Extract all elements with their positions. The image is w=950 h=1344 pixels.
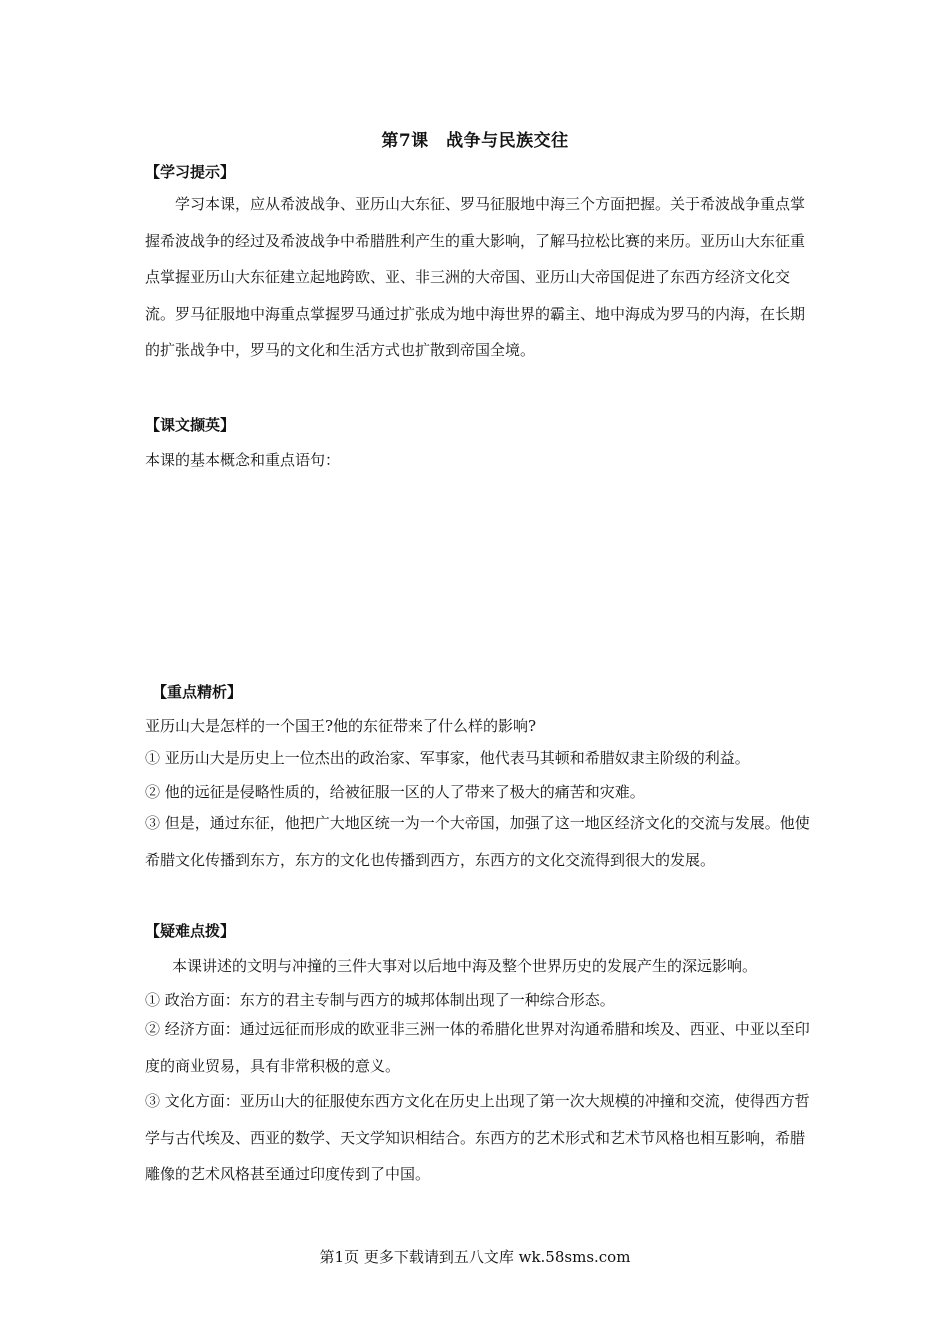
learning-tips-paragraph: 学习本课，应从希波战争、亚历山大东征、罗马征服地中海三个方面把握。关于希波战争重点掌握希波战争的经过及希波战争中希腊胜利产生的重大影响，了解马拉松比赛的来历。亚历山大东征重点掌握亚历山大东征建立起地跨欧、亚、非三洲的大帝国、亚历山大帝国促进了东西方经济文化交流。罗马征服地中海重点掌握罗马通过扩张成为地中海世界的霸主、地中海成为罗马的内海，在长期的扩张战争中，罗马的文化和生活方式也扩散到帝国全境。 xyxy=(145,195,806,359)
key-analysis-point-1: ① 亚历山大是历史上一位杰出的政治家、军事家，他代表马其顿和希腊奴隶主阶级的利益。 xyxy=(145,749,750,767)
difficulty-guide-point-3: ③ 文化方面：亚历山大的征服使东西方文化在历史上出现了第一次大规模的冲撞和交流，使得西方哲学与古代埃及、西亚的数学、天文学知识相结合。东西方的艺术形式和艺术节风格也相互影响，希腊雕像的艺术风格甚至通过印度传到了中国。 xyxy=(145,1092,810,1183)
difficulty-guide-intro: 本课讲述的文明与冲撞的三件大事对以后地中海及整个世界历史的发展产生的深远影响。 xyxy=(172,957,758,975)
key-analysis-point-3: ③ 但是，通过东征，他把广大地区统一为一个大帝国，加强了这一地区经济文化的交流与发展。他使希腊文化传播到东方，东方的文化也传播到西方，东西方的文化交流得到很大的发展。 xyxy=(145,814,810,869)
heading-difficulty-guide: 【疑难点拨】 xyxy=(145,922,236,940)
heading-key-analysis: 【重点精析】 xyxy=(152,683,243,701)
heading-text-highlights: 【课文撷英】 xyxy=(145,416,236,434)
page-footer: 第1页 更多下载请到五八文库 wk.58sms.com xyxy=(319,1248,631,1266)
key-analysis-question: 亚历山大是怎样的一个国王?他的东征带来了什么样的影响? xyxy=(145,717,537,735)
difficulty-guide-point-2: ② 经济方面：通过远征而形成的欧亚非三洲一体的希腊化世界对沟通希腊和埃及、西亚、中亚以至印度的商业贸易，具有非常积极的意义。 xyxy=(145,1020,810,1075)
heading-learning-tips: 【学习提示】 xyxy=(145,163,236,181)
key-analysis-point-2: ② 他的远征是侵略性质的，给被征服一区的人了带来了极大的痛苦和灾难。 xyxy=(145,783,645,801)
difficulty-guide-point-1: ① 政治方面：东方的君主专制与西方的城邦体制出现了一种综合形态。 xyxy=(145,991,615,1009)
text-highlights-intro: 本课的基本概念和重点语句： xyxy=(145,451,341,469)
lesson-title: 第7课 战争与民族交往 xyxy=(381,131,569,151)
